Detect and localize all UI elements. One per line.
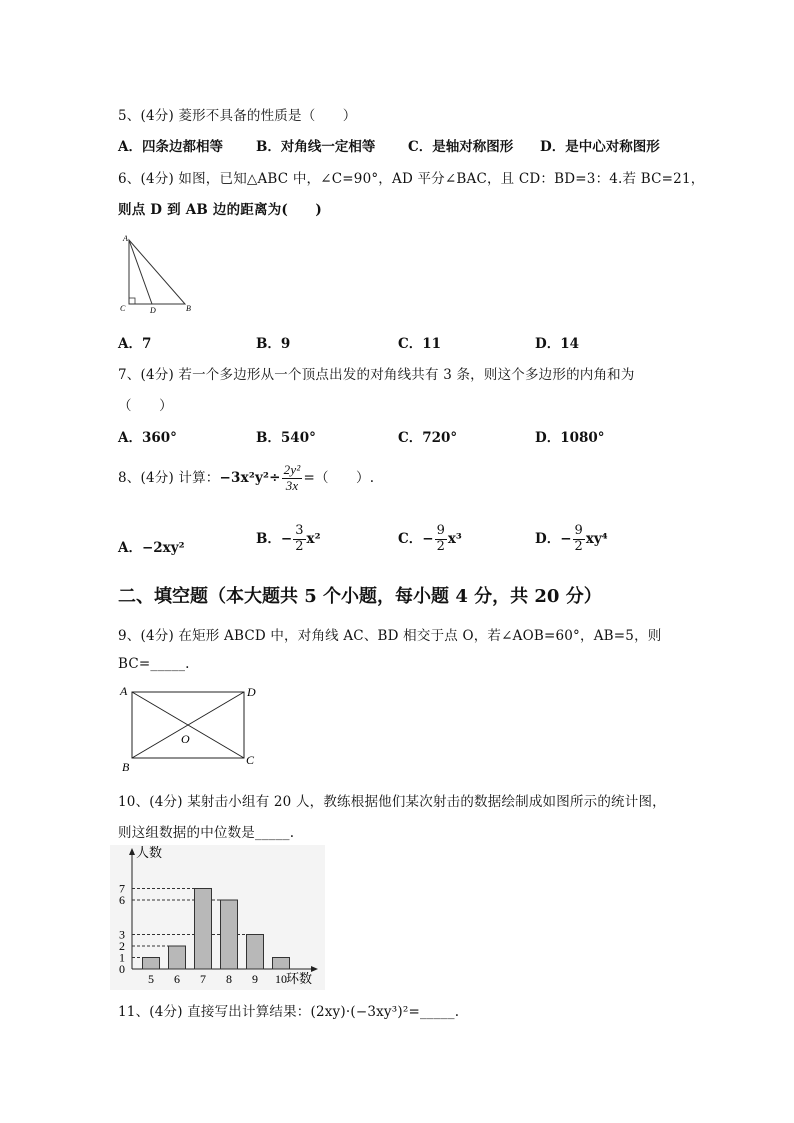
q5-stem: 5、(4分) 菱形不具备的性质是（ ）: [118, 108, 357, 124]
q6-stem-line1: 6、(4分) 如图，已知△ABC 中，∠C=90°，AD 平分∠BAC，且 CD：BD=3：4.若 BC=21，: [118, 171, 705, 187]
q8-option-d-suffix: xy⁴: [585, 530, 608, 547]
y-tick-label-6: 6: [119, 893, 125, 907]
bar-6: [169, 946, 186, 969]
q7-stem-line1: 7、(4分) 若一个多边形从一个顶点出发的对角线共有 3 条，则这个多边形的内角和为: [118, 367, 635, 383]
q8-option-c-prefix: C．−: [398, 530, 434, 547]
q7-option-d: D．1080°: [535, 430, 605, 446]
q8-option-d-num: 9: [574, 523, 583, 538]
q8-prefix: 8、(4分) 计算：: [118, 469, 220, 486]
q6-option-b: B．9: [256, 336, 291, 352]
x-tick-label-10: 10: [275, 972, 287, 986]
q8-suffix: =（ ）.: [303, 469, 375, 486]
q6-triangle: [129, 240, 185, 304]
q8-option-b-fraction: [293, 524, 305, 555]
q8-option-c-den: 2: [436, 538, 445, 554]
y-tick-label-3: 3: [119, 927, 125, 942]
q8-option-b-den: 2: [295, 538, 304, 554]
q8-option-b-num: 3: [295, 523, 304, 538]
q9-label-b: B: [122, 760, 130, 774]
q5-option-b: B．对角线一定相等: [256, 139, 376, 155]
section-2-title: 二、填空题（本大题共 5 个小题，每小题 4 分，共 20 分）: [118, 586, 602, 607]
y-tick-label-0: 0: [119, 962, 125, 976]
q11-stem: 11、(4分) 直接写出计算结果：(2xy)·(−3xy³)²=_____.: [118, 1004, 460, 1020]
q5-option-c: C．是轴对称图形: [408, 139, 514, 155]
q8-fraction-numerator: 2y²: [283, 462, 301, 477]
q8-stem: [118, 463, 374, 494]
q7-stem-line2: （ ）: [118, 398, 173, 414]
q5-option-d: D．是中心对称图形: [540, 139, 660, 155]
q8-option-c-suffix: x³: [447, 530, 462, 547]
q6-label-b: B: [186, 304, 191, 313]
q6-triangle-figure: [114, 230, 198, 316]
q7-option-a: A．360°: [118, 430, 177, 446]
q9-label-a: A: [120, 684, 128, 698]
y-axis-label: 人数: [136, 845, 163, 860]
q8-option-c: [398, 524, 462, 555]
q9-stem-line1: 9、(4分) 在矩形 ABCD 中，对角线 AC、BD 相交于点 O，若∠AOB=60°，AB=5，则: [118, 628, 662, 644]
q6-stem-line2: 则点 D 到 AB 边的距离为( ): [118, 202, 322, 218]
q8-option-d-den: 2: [574, 538, 583, 554]
x-tick-label-9: 9: [252, 972, 258, 986]
q6-right-angle-mark: [129, 298, 135, 304]
q8-option-d-fraction: [573, 524, 585, 555]
q9-stem-line2: BC=_____.: [118, 656, 190, 672]
q6-option-c: C．11: [398, 336, 442, 352]
q8-option-d-prefix: D．−: [535, 530, 572, 547]
q7-option-c: C．720°: [398, 430, 458, 446]
q8-expression: −3x²y²÷: [219, 469, 281, 486]
q10-bar-chart: [110, 845, 325, 990]
y-tick-label-1: 1: [119, 950, 125, 965]
q5-option-a: A．四条边都相等: [118, 139, 223, 155]
q6-label-a: A: [123, 234, 128, 243]
bar-8: [221, 900, 238, 969]
q8-option-c-fraction: [435, 524, 447, 555]
y-tick-label-2: 2: [119, 939, 125, 953]
q9-label-c: C: [246, 753, 255, 767]
x-axis-arrow: [311, 966, 318, 972]
q6-label-d: D: [150, 306, 156, 315]
q8-option-d: [535, 524, 608, 555]
bar-5: [143, 958, 160, 970]
q9-label-d: D: [247, 685, 256, 699]
x-tick-label-5: 5: [148, 972, 154, 986]
q10-stem-line2: 则这组数据的中位数是_____.: [118, 825, 295, 841]
q6-option-d: D．14: [535, 336, 579, 352]
x-tick-label-7: 7: [200, 972, 206, 986]
q6-option-a: A．7: [118, 336, 152, 352]
q6-label-c: C: [120, 304, 126, 313]
bar-7: [195, 889, 212, 970]
q8-option-a: A．−2xy²: [118, 540, 185, 556]
x-tick-label-8: 8: [226, 972, 232, 986]
q8-fraction: [282, 463, 303, 494]
q7-option-b: B．540°: [256, 430, 316, 446]
x-tick-label-6: 6: [174, 972, 180, 986]
q8-option-b-suffix: x²: [306, 530, 321, 547]
q9-label-o: O: [181, 732, 190, 746]
q10-stem-line1: 10、(4分) 某射击小组有 20 人，教练根据他们某次射击的数据绘制成如图所示的统计图，: [118, 794, 666, 810]
q8-option-b-prefix: B．−: [256, 530, 293, 547]
q8-fraction-denominator: 3x: [285, 477, 299, 493]
y-axis-arrow: [129, 848, 135, 855]
y-tick-label-7: 7: [119, 881, 125, 896]
bar-10: [273, 958, 290, 970]
q8-option-c-num: 9: [436, 523, 445, 538]
q8-option-b: [256, 524, 320, 555]
bar-9: [247, 935, 264, 970]
x-axis-label: 环数: [286, 971, 313, 986]
q6-bisector-ad: [129, 240, 152, 304]
q9-rectangle-figure: [116, 682, 266, 774]
